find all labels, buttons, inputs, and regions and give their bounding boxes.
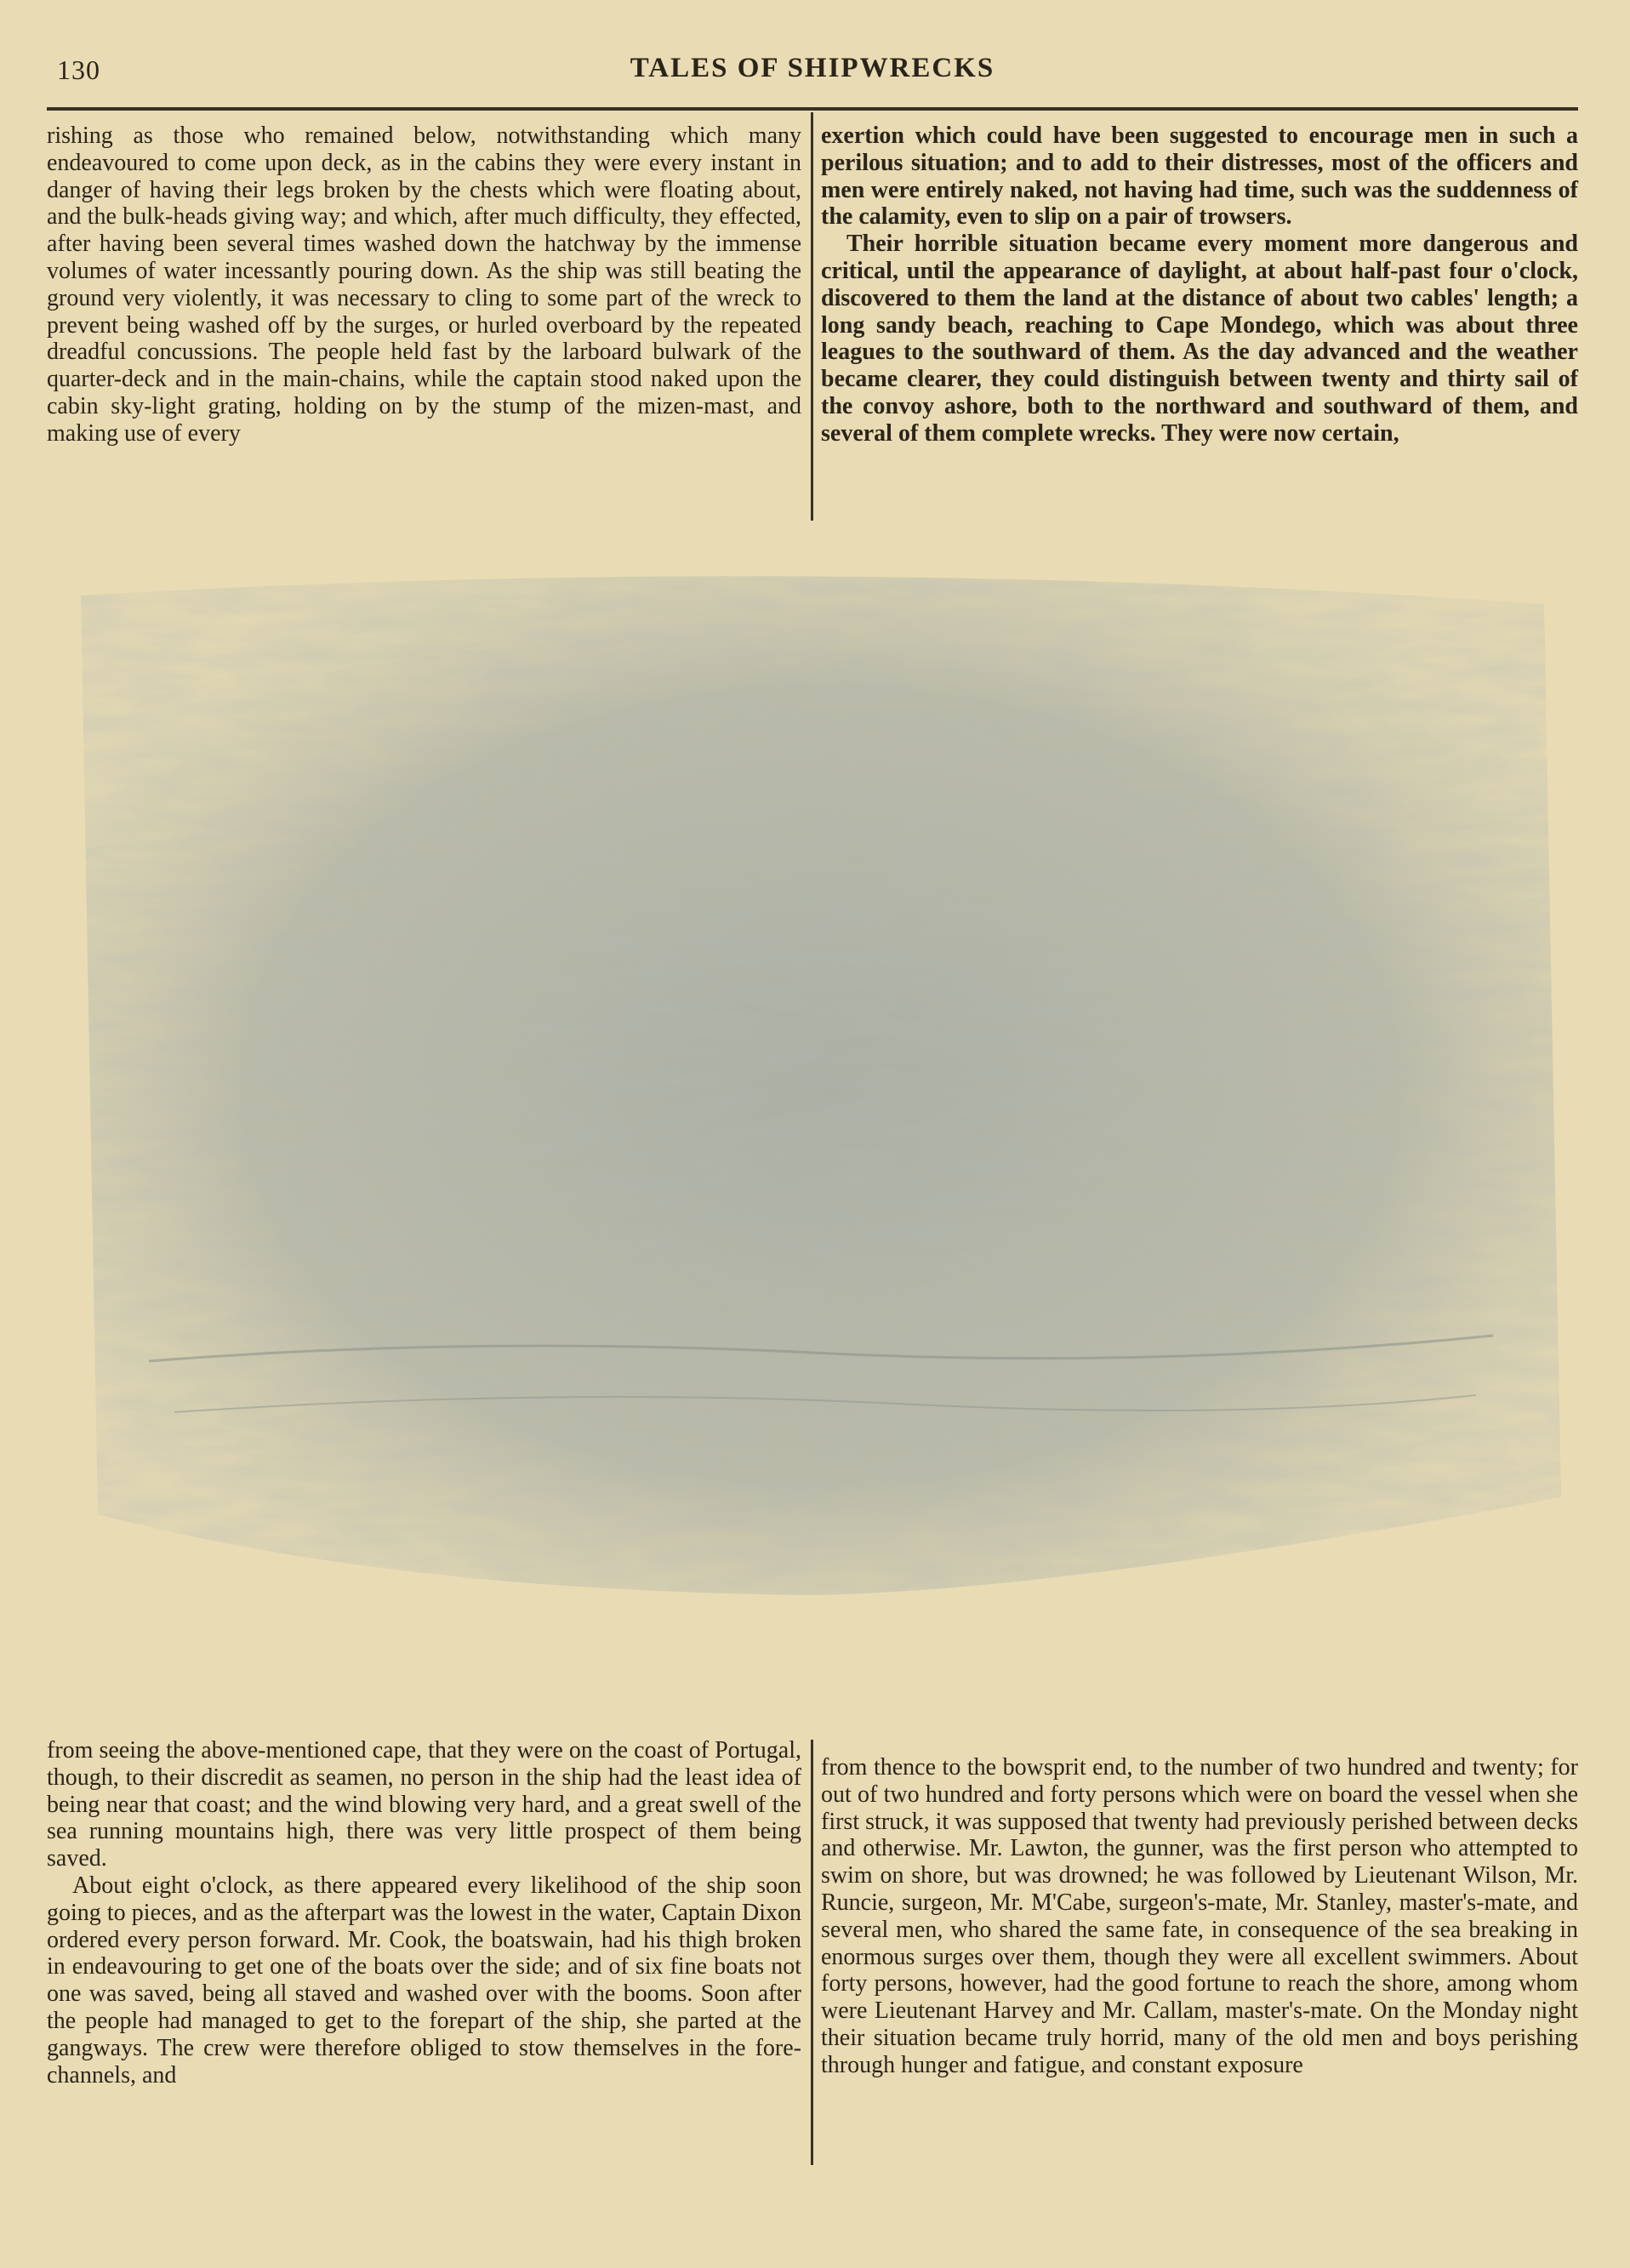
- column-divider: [811, 112, 813, 521]
- engraving-illustration: [47, 544, 1578, 1676]
- top-right-column: [821, 123, 1578, 447]
- column-divider: [811, 1740, 813, 2165]
- running-title: TALES OF SHIPWRECKS: [630, 53, 995, 83]
- faded-engraving: [47, 544, 1578, 1676]
- paragraph: About eight o'clock, as there appeared every likelihood of the ship soon going to pieces, and as the afterpart was the lowest in the water, Captain Dixon ordered every person forward. Mr. Cook, the boatswain, had his thigh broken in endeavouring to get one of the boats over the side; and of six fine boats not one was saved, being all staved and washed over with the booms. Soon after the people had managed to get to the forepart of the ship, she parted at the gangways. The crew were therefore obliged to stow themselves in the fore-channels, and: [47, 1872, 801, 2088]
- header-rule: [47, 107, 1578, 111]
- paragraph: exertion which could have been suggested to encourage men in such a perilous situation; and to add to their distresses, most of the officers and men were entirely naked, not having had time, such was the suddenness of the calamity, even to slip on a pair of trowsers.: [821, 123, 1578, 231]
- page-number: 130: [57, 54, 100, 85]
- paragraph: Their horrible situation became every moment more dangerous and critical, until the appearance of daylight, at about half-past four o'clock, discovered to them the land at the distance of about two cables' length; a long sandy beach, reaching to Cape Mondego, which was about three leagues to the southward of them. As the day advanced and the weather became clearer, they could distinguish between twenty and thirty sail of the convoy ashore, both to the northward and southward of them, and several of them complete wrecks. They were now certain,: [821, 231, 1578, 447]
- paragraph: from seeing the above-mentioned cape, that they were on the coast of Portugal, though, to their discredit as seamen, no person in the ship had the least idea of being near that coast; and the wind blowing very hard, and a great swell of the sea running mountains high, there was very little prospect of them being saved.: [47, 1737, 801, 1872]
- bottom-left-column: [47, 1737, 801, 2088]
- bottom-right-column: [821, 1754, 1578, 2079]
- top-left-column: [47, 123, 801, 447]
- paragraph: from thence to the bowsprit end, to the number of two hundred and twenty; for out of two hundred and forty persons which were on board the vessel when she first struck, it was supposed that twenty had previously perished between decks and otherwise. Mr. Lawton, the gunner, was the first person who attempted to swim on shore, but was drowned; he was followed by Lieutenant Wilson, Mr. Runcie, surgeon, Mr. M'Cabe, surgeon's-mate, Mr. Stanley, master's-mate, and several men, who shared the same fate, in consequence of the sea breaking in enormous surges over them, though they were all excellent swimmers. About forty persons, however, had the good fortune to reach the shore, among whom were Lieutenant Harvey and Mr. Callam, master's-mate. On the Monday night their situation became truly horrid, many of the old men and boys perishing through hunger and fatigue, and constant exposure: [821, 1754, 1578, 2078]
- paragraph: rishing as those who remained below, notwithstanding which many endeavoured to come upon deck, as in the cabins they were every instant in danger of having their legs broken by the chests which were floating about, and the bulk-heads giving way; and which, after much difficulty, they effected, after having been several times washed down the hatchway by the immense volumes of water incessantly pouring down. As the ship was still beating the ground very violently, it was necessary to cling to some part of the wreck to prevent being washed off by the surges, or hurled overboard by the repeated dreadful concussions. The people held fast by the larboard bulwark of the quarter-deck and in the main-chains, while the captain stood naked upon the cabin sky-light grating, holding on by the stump of the mizen-mast, and making use of every: [47, 123, 801, 447]
- running-head: [47, 49, 1578, 92]
